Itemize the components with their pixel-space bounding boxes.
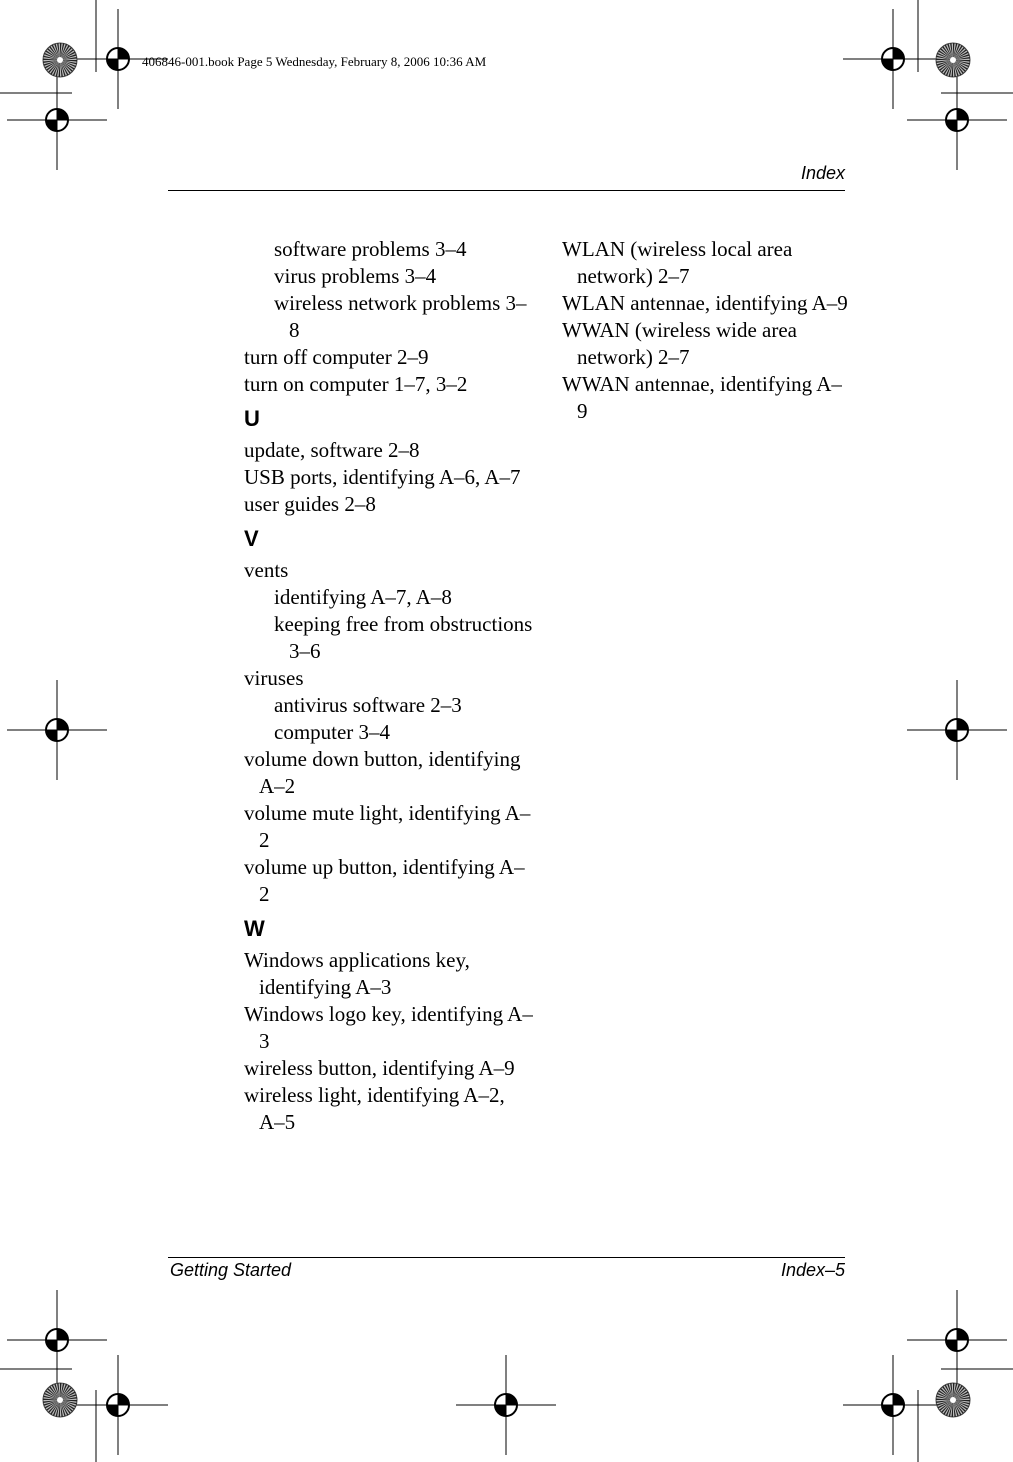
footer-book-title: Getting Started (170, 1260, 292, 1280)
index-column-right (562, 236, 852, 425)
index-sub-entry: wireless network problems 3–8 (274, 291, 527, 342)
index-entry: viruses (244, 666, 304, 690)
index-entry: volume up button, identifying A–2 (244, 855, 525, 906)
star-target-center (57, 1397, 63, 1403)
registration-target-quadrant (57, 1329, 68, 1340)
star-target-center (950, 1397, 956, 1403)
index-sub-entry: antivirus software 2–3 (274, 693, 462, 717)
index-entry: vents (244, 558, 289, 582)
index-entry: wireless button, identifying A–9 (244, 1056, 515, 1080)
index-sub-entry: identifying A–7, A–8 (274, 585, 452, 609)
index-entry: user guides 2–8 (244, 492, 376, 516)
index-sub-entry: computer 3–4 (274, 720, 391, 744)
index-sub-entry: virus problems 3–4 (274, 264, 437, 288)
registration-target-quadrant (882, 59, 893, 70)
registration-target-quadrant (946, 730, 957, 741)
registration-target-quadrant (57, 719, 68, 730)
registration-target-quadrant (57, 109, 68, 120)
registration-target-quadrant (46, 1340, 57, 1351)
footer-rule (168, 1257, 845, 1258)
registration-target-quadrant (946, 1340, 957, 1351)
index-entry: WLAN antennae, identifying A–9 (562, 291, 848, 315)
registration-target-quadrant (957, 109, 968, 120)
index-entry: turn off computer 2–9 (244, 345, 429, 369)
section-letter: W (244, 916, 265, 941)
index-entry: Windows applications key, identifying A–3 (244, 948, 470, 999)
header-rule (168, 190, 845, 191)
index-entry: volume mute light, identifying A–2 (244, 801, 531, 852)
registration-target-quadrant (107, 59, 118, 70)
footer-page-number: Index–5 (780, 1260, 845, 1280)
registration-target-quadrant (946, 120, 957, 131)
index-entry: WWAN (wireless wide area network) 2–7 (562, 318, 797, 369)
section-letter: V (244, 526, 259, 551)
index-entry: update, software 2–8 (244, 438, 420, 462)
registration-target-quadrant (46, 120, 57, 131)
index-sub-entry: software problems 3–4 (274, 237, 467, 261)
star-target-center (57, 57, 63, 63)
registration-target-quadrant (495, 1405, 506, 1416)
index-entry: volume down button, identifying A–2 (244, 747, 521, 798)
registration-target-quadrant (118, 48, 129, 59)
registration-target-quadrant (506, 1394, 517, 1405)
index-sub-entry: keeping free from obstructions 3–6 (274, 612, 533, 663)
index-entry: WWAN antennae, identifying A–9 (562, 372, 842, 423)
index-entry: wireless light, identifying A–2, A–5 (244, 1083, 505, 1134)
registration-target-quadrant (882, 1405, 893, 1416)
section-letter: U (244, 406, 260, 431)
star-target-center (950, 57, 956, 63)
registration-target-quadrant (893, 48, 904, 59)
registration-target-quadrant (957, 1329, 968, 1340)
registration-target-quadrant (46, 730, 57, 741)
index-entry: WLAN (wireless local area network) 2–7 (562, 237, 793, 288)
registration-target-quadrant (957, 719, 968, 730)
index-column-left (244, 236, 534, 1136)
book-slug: 406846-001.book Page 5 Wednesday, February 8, 2006 10:36 AM (142, 54, 487, 69)
index-entry: turn on computer 1–7, 3–2 (244, 372, 468, 396)
registration-target-quadrant (118, 1394, 129, 1405)
index-entry: USB ports, identifying A–6, A–7 (244, 465, 521, 489)
index-entry: Windows logo key, identifying A–3 (244, 1002, 533, 1053)
registration-target-quadrant (107, 1405, 118, 1416)
running-head: Index (800, 163, 845, 183)
registration-target-quadrant (893, 1394, 904, 1405)
